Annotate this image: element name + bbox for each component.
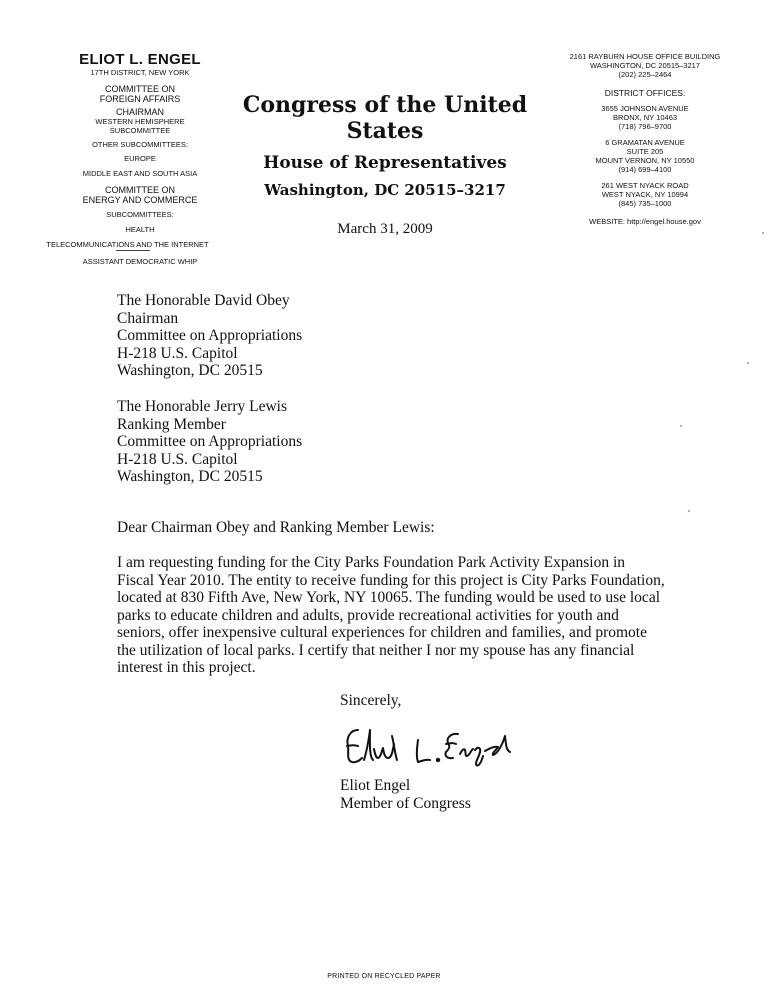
- website: WEBSITE: http://engel.house.gov: [589, 217, 701, 226]
- bronx-office-line1: 3655 JOHNSON AVENUE: [601, 104, 689, 113]
- subcommittee-line1: WESTERN HEMISPHERE: [95, 117, 185, 126]
- mv-office-phone: (914) 699–4100: [618, 165, 672, 174]
- scan-speck: [680, 425, 682, 427]
- recipient-address-lewis: [117, 398, 302, 486]
- bronx-office-line2: BRONX, NY 10463: [612, 113, 678, 122]
- handwritten-signature: [340, 716, 550, 776]
- dc-office-phone: (202) 225–2464: [618, 70, 672, 79]
- congress-title: Congress of the United States: [242, 92, 528, 144]
- recipient-line: H-218 U.S. Capitol: [117, 344, 238, 362]
- scan-speck: [762, 232, 764, 234]
- chairman-label: CHAIRMAN: [115, 107, 164, 117]
- district-offices-label: DISTRICT OFFICES:: [604, 88, 686, 98]
- scan-speck: [688, 510, 690, 512]
- subcommittee-line2: SUBCOMMITTEE: [109, 126, 171, 135]
- committee-energy-line2: ENERGY AND COMMERCE: [82, 195, 198, 205]
- body-paragraph: I am requesting funding for the City Parks Foundation Park Activity Expansion in Fiscal Year 2010. The entity to receive funding for this project is City Parks Foundation, located at 830 Fifth Ave, New York, NY 10065. The funding would be used to use local parks to educate children and adults, provide recreational activities for youth and seniors, offer inexpensive cultural experiences for children and families, and promote the utilization of local parks. I certify that neither I nor my spouse has any financial interest in this project.: [117, 554, 665, 676]
- dc-office-line2: WASHINGTON, DC 20515–3217: [589, 61, 701, 70]
- subcommittee-europe: EUROPE: [124, 154, 156, 163]
- signer-name: Eliot Engel: [340, 777, 411, 794]
- committee-foreign-affairs-line1: COMMITTEE ON: [105, 84, 175, 94]
- wn-office-line2: WEST NYACK, NY 10994: [601, 190, 689, 199]
- subcommittee-telecom: TELECOMMUNICATIONS AND THE INTERNET: [46, 240, 209, 249]
- subcommittee-middle-east: MIDDLE EAST AND SOUTH ASIA: [82, 169, 198, 178]
- recipient-line: Committee on Appropriations: [117, 433, 303, 450]
- wn-office-line1: 261 WEST NYACK ROAD: [601, 181, 689, 190]
- subcommittee-health: HEALTH: [125, 225, 155, 234]
- signer-title: Member of Congress: [340, 794, 471, 812]
- subcommittees-label: SUBCOMMITTEES:: [106, 210, 174, 219]
- committee-foreign-affairs-line2: FOREIGN AFFAIRS: [99, 94, 181, 104]
- recipient-line: The Honorable Jerry Lewis: [117, 398, 288, 415]
- city-address: Washington, DC 20515–3217: [264, 181, 506, 199]
- dc-office-line1: 2161 RAYBURN HOUSE OFFICE BUILDING: [569, 52, 721, 61]
- salutation: Dear Chairman Obey and Ranking Member Lewis:: [117, 519, 435, 536]
- recipient-line: The Honorable David Obey: [117, 292, 290, 309]
- letterhead-right-column: [545, 52, 745, 226]
- bronx-office-phone: (718) 796–9700: [618, 122, 672, 131]
- recipient-address-obey: [117, 292, 302, 380]
- scan-speck: [747, 362, 749, 364]
- mv-office-line2: SUITE 205: [626, 147, 664, 156]
- recipient-line: Committee on Appropriations: [117, 327, 303, 344]
- recipient-line: Washington, DC 20515: [117, 468, 263, 485]
- committee-energy-line1: COMMITTEE ON: [105, 185, 175, 195]
- letter-date: March 31, 2009: [337, 221, 433, 237]
- member-name: ELIOT L. ENGEL: [79, 51, 201, 68]
- footer-recycled: PRINTED ON RECYCLED PAPER: [327, 973, 441, 980]
- signer-block: [340, 777, 471, 812]
- letterhead-center: [215, 92, 555, 238]
- recipient-line: Ranking Member: [117, 415, 226, 433]
- recipient-line: Chairman: [117, 309, 179, 327]
- letterhead-left-column: [40, 52, 240, 266]
- closing: Sincerely,: [340, 692, 402, 709]
- recipient-line: Washington, DC 20515: [117, 362, 263, 379]
- member-district: 17TH DISTRICT, NEW YORK: [90, 68, 190, 77]
- mv-office-line3: MOUNT VERNON, NY 10550: [595, 156, 695, 165]
- assistant-whip: ASSISTANT DEMOCRATIC WHIP: [82, 257, 198, 266]
- other-subcommittees-label: OTHER SUBCOMMITTEES:: [92, 140, 188, 149]
- wn-office-phone: (845) 735–1000: [618, 199, 672, 208]
- house-title: House of Representatives: [263, 153, 507, 173]
- mv-office-line1: 6 GRAMATAN AVENUE: [605, 138, 685, 147]
- recipient-line: H-218 U.S. Capitol: [117, 450, 238, 468]
